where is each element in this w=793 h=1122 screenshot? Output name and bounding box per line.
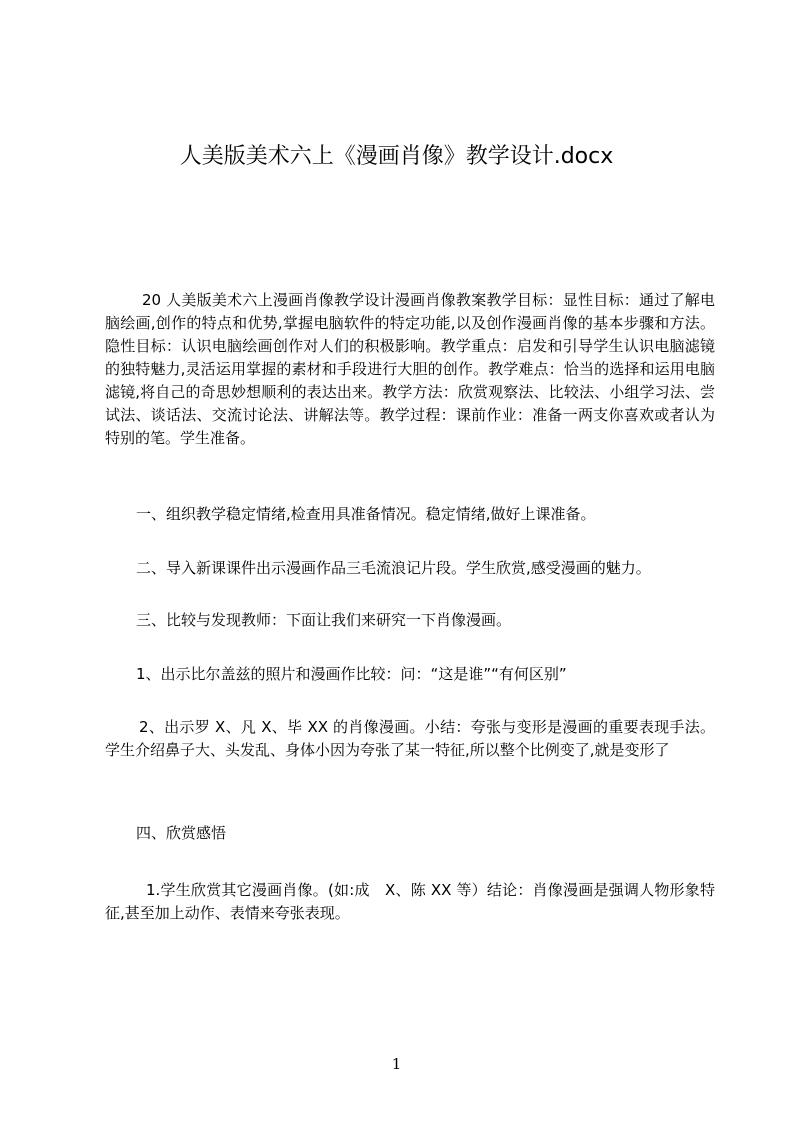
paragraph-section-2: 二、导入新课课件出示漫画作品三毛流浪记片段。学生欣赏,感受漫画的魅力。	[136, 559, 651, 577]
paragraph-item-3: 1.学生欣赏其它漫画肖像。(如:成 X、陈 XX 等）结论：肖像漫画是强调人物形象特征,甚至加上动作、表情来夸张表现。	[105, 881, 715, 922]
document-title: 人美版美术六上《漫画肖像》教学设计.docx	[179, 144, 614, 169]
paragraph-item-1: 1、出示比尔盖兹的照片和漫画作比较：问：“这是谁”“有何区别”	[136, 665, 567, 683]
page-number: 1	[391, 1055, 402, 1073]
paragraph-intro: 20 人美版美术六上漫画肖像教学设计漫画肖像教案教学目标：显性目标：通过了解电脑绘画,创作的特点和优势,掌握电脑软件的特定功能,以及创作漫画肖像的基本步骤和方法。隐性目标：认识电脑绘画创作对人们的积极影响。教学重点：启发和引导学生认识电脑滤镜的独特魅力,灵活运用掌握的素材和手段进行大胆的创作。教学难点：恰当的选择和运用电脑滤镜,将自己的奇思妙想顺利的表达出来。教学方法：欣赏观察法、比较法、小组学习法、尝试法、谈话法、交流讨论法、讲解法等。教学过程：课前作业：准备一两支你喜欢或者认为特别的笔。学生准备。	[105, 291, 715, 447]
paragraph-section-3: 三、比较与发现教师：下面让我们来研究一下肖像漫画。	[136, 611, 512, 629]
paragraph-item-2: 2、出示罗 X、凡 X、毕 XX 的肖像漫画。小结：夸张与变形是漫画的重要表现手法。学生介绍鼻子大、头发乱、身体小因为夸张了某一特征,所以整个比例变了,就是变形了	[105, 718, 715, 759]
paragraph-section-4: 四、欣赏感悟	[136, 824, 227, 842]
paragraph-section-1: 一、组织教学稳定情绪,检查用具准备情况。稳定情绪,做好上课准备。	[136, 505, 596, 523]
